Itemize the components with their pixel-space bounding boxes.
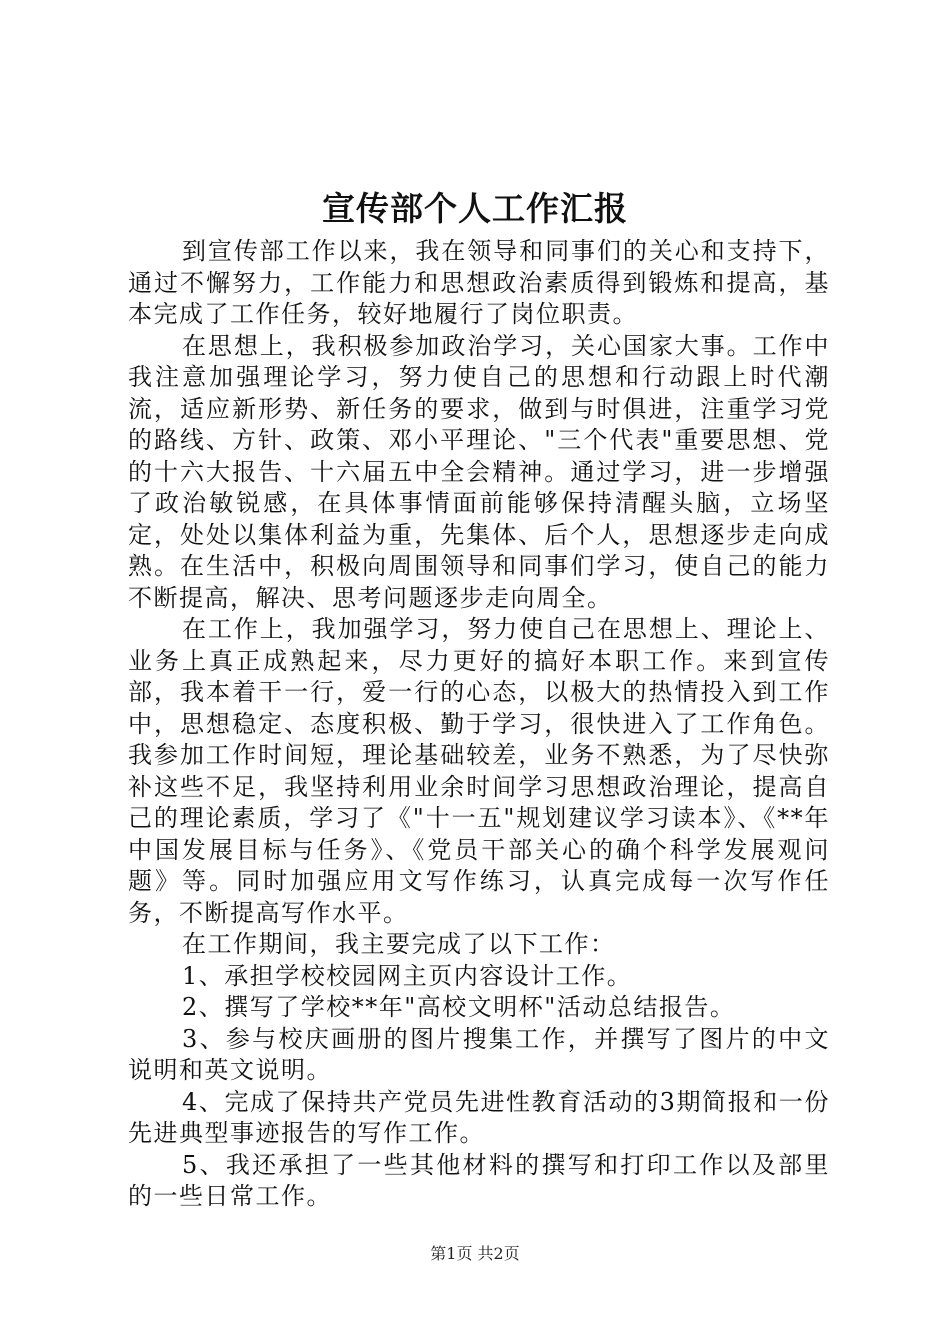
paragraph-work: 在工作上，我加强学习，努力使自己在思想上、理论上、业务上真正成熟起来，尽力更好的搞好本职工作。来到宣传部，我本着干一行，爱一行的心态，以极大的热情投入到工作中，思想稳定、态度积极、勤于学习，很快进入了工作角色。我参加工作时间短，理论基础较差，业务不熟悉，为了尽快弥补这些不足，我坚持利用业余时间学习思想政治理论，提高自己的理论素质，学习了《"十一五"规划建议学习读本》、《**年中国发展目标与任务》、《党员干部关心的确个科学发展观问题》等。同时加强应用文写作练习，认真完成每一次写作任务，不断提高写作水平。 xyxy=(128,615,830,927)
document-title: 宣传部个人工作汇报 xyxy=(322,189,628,228)
list-item-4: 4、完成了保持共产党员先进性教育活动的3期简报和一份先进典型事迹报告的写作工作。 xyxy=(128,1087,830,1147)
document-body xyxy=(128,236,830,1213)
list-item-1: 1、承担学校校园网主页内容设计工作。 xyxy=(182,961,633,990)
list-item-2: 2、撰写了学校**年"高校文明杯"活动总结报告。 xyxy=(182,993,736,1021)
page-number-footer: 第1页 共2页 xyxy=(430,1244,520,1263)
list-item-5: 5、我还承担了一些其他材料的撰写和打印工作以及部里的一些日常工作。 xyxy=(128,1150,830,1210)
list-item-3: 3、参与校庆画册的图片搜集工作，并撰写了图片的中文说明和英文说明。 xyxy=(128,1024,830,1084)
paragraph-intro: 到宣传部工作以来，我在领导和同事们的关心和支持下，通过不懈努力，工作能力和思想政治素质得到锻炼和提高，基本完成了工作任务，较好地履行了岗位职责。 xyxy=(128,237,830,328)
paragraph-ideology: 在思想上，我积极参加政治学习，关心国家大事。工作中我注意加强理论学习，努力使自己的思想和行动跟上时代潮流，适应新形势、新任务的要求，做到与时俱进，注重学习党的路线、方针、政策、邓小平理论、"三个代表"重要思想、党的十六大报告、十六届五中全会精神。通过学习，进一步增强了政治敏锐感，在具体事情面前能够保持清醒头脑，立场坚定，处处以集体利益为重，先集体、后个人，思想逐步走向成熟。在生活中，积极向周围领导和同事们学习，使自己的能力不断提高，解决、思考问题逐步走向周全。 xyxy=(128,331,830,612)
paragraph-tasks-intro: 在工作期间，我主要完成了以下工作： xyxy=(182,930,616,958)
